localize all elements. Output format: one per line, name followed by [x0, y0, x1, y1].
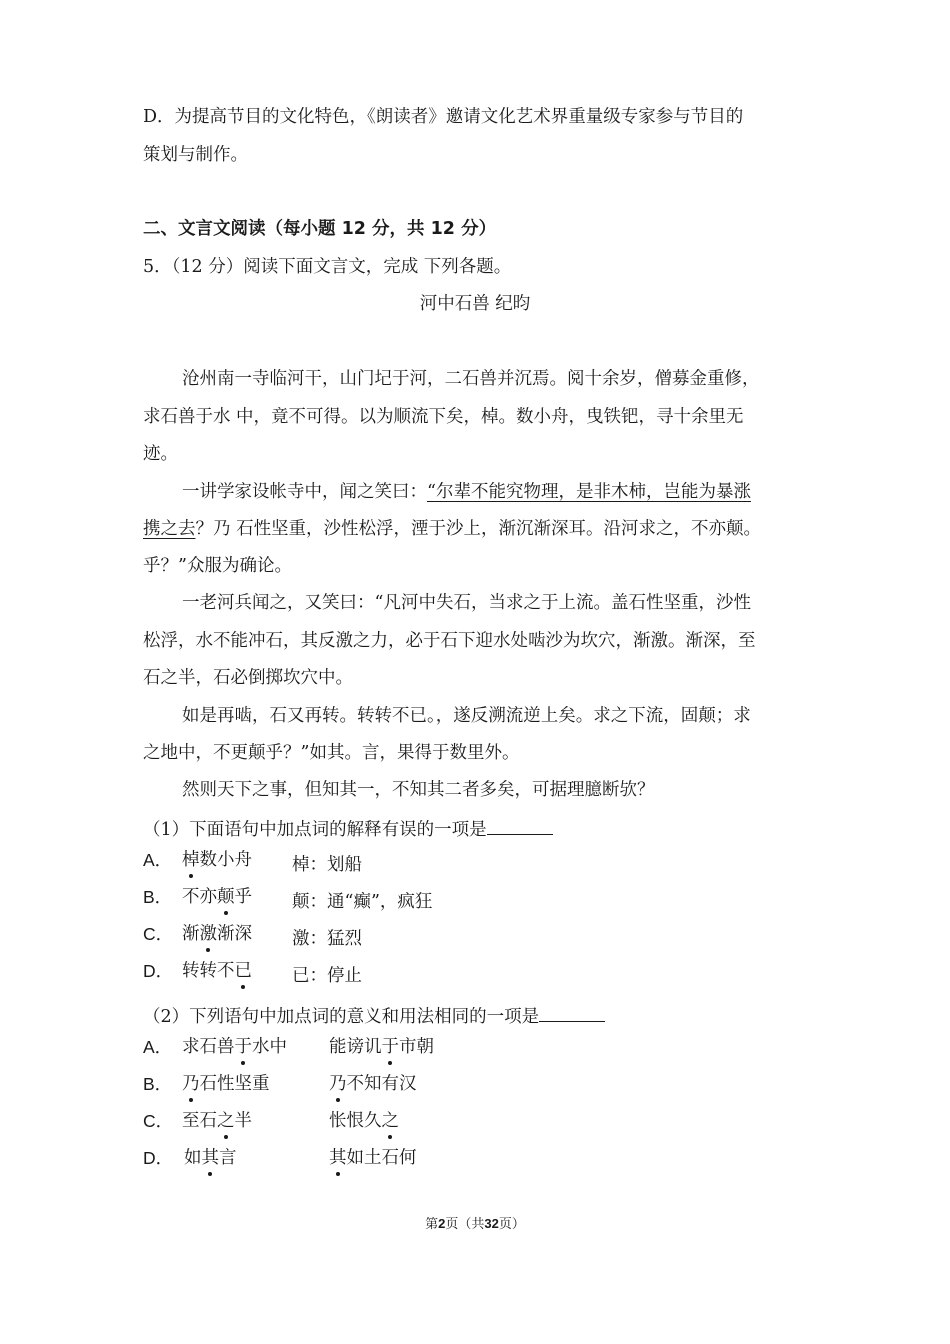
passage-line: 沧州南一寺临河干，山门圮于河，二石兽并沉焉。阅十余岁，僧募金重修，	[182, 369, 760, 389]
dotted-word: 其	[201, 1148, 219, 1168]
question-5-intro: 5．（12 分）阅读下面文言文，完成 下列各题。	[143, 257, 512, 277]
answer-blank	[539, 1003, 605, 1022]
sub1-option-b-gloss: 颠：通“癫”，疯狂	[292, 892, 433, 912]
dotted-word: 于	[381, 1037, 399, 1057]
sub2-option-d-phrase2	[329, 1146, 417, 1170]
dotted-word: 棹	[182, 850, 200, 870]
passage-line: 然则天下之事，但知其一，不知其二者多矣，可据理臆断欤？	[182, 780, 655, 800]
phrase-part: 转转不	[182, 961, 235, 981]
sub1-option-b-letter: B．	[143, 887, 173, 907]
phrase-part: 石性坚重	[199, 1074, 270, 1094]
sub1-option-d-letter: D．	[143, 961, 174, 981]
sub2-option-d-letter: D．	[143, 1148, 174, 1168]
phrase-part: 渐	[182, 924, 200, 944]
sub1-option-c-phrase	[182, 922, 252, 946]
sub1-option-a-letter: A．	[143, 850, 173, 870]
passage-line: 迹。	[143, 444, 178, 464]
footer-text: 页（共	[445, 1217, 485, 1232]
sub1-option-d-phrase	[182, 959, 252, 983]
dotted-word: 于	[234, 1037, 252, 1057]
phrase-part: 半	[234, 1111, 252, 1131]
sub2-option-c-phrase2	[329, 1109, 399, 1133]
dotted-word: 激	[199, 924, 217, 944]
passage-line: 一老河兵闻之，又笑曰：“凡河中失石，当求之于上流。盖石性坚重，沙性	[182, 593, 751, 613]
sub2-option-b-phrase2	[329, 1072, 417, 1096]
sub1-option-c-gloss: 激：猛烈	[292, 929, 362, 949]
phrase-part: 如	[184, 1148, 202, 1168]
passage-line: 求石兽于水 中，竟不可得。以为顺流下矣，棹。数小舟，曳铁钯，寻十余里无	[143, 407, 744, 427]
sub2-option-d-phrase1	[184, 1146, 237, 1170]
passage-text: 一讲学家设帐寺中，闻之笑曰：	[182, 482, 427, 502]
section-heading: 二、文言文阅读（每小题 12 分，共 12 分）	[143, 219, 497, 239]
phrase-part: 市朝	[399, 1037, 434, 1057]
dotted-word: 其	[329, 1148, 347, 1168]
phrase-part: 不亦	[182, 887, 217, 907]
page-number: 2	[438, 1216, 446, 1231]
passage-text: ？乃 石性坚重，沙性松浮，湮于沙上，渐沉渐深耳。沿河求之，不亦颠。	[195, 519, 762, 539]
phrase-part: 如土石何	[346, 1148, 417, 1168]
passage-line: 如是再啮，石又再转。转转不已。，遂反溯流逆上矣。求之下流，固颠；求	[182, 706, 751, 726]
sub2-option-b-phrase1	[182, 1072, 270, 1096]
sub1-option-a-phrase	[182, 848, 252, 872]
answer-blank	[487, 816, 553, 835]
phrase-part: 不知有汉	[346, 1074, 417, 1094]
phrase-part: 求石兽	[182, 1037, 235, 1057]
option-d-text-line2: 策划与制作。	[143, 145, 248, 165]
sub2-option-c-phrase1	[182, 1109, 252, 1133]
underlined-sentence: “尔辈不能究物理，是非木柿，岂能为暴涨	[427, 482, 751, 502]
passage-line	[182, 480, 751, 504]
phrase-part: 言	[219, 1148, 237, 1168]
passage-line	[143, 517, 761, 541]
phrase-part: 乎	[234, 887, 252, 907]
phrase-part: 渐深	[217, 924, 252, 944]
dotted-word: 之	[217, 1111, 235, 1131]
passage-line: 石之半，石必倒掷坎穴中。	[143, 668, 353, 688]
dotted-word: 已	[234, 961, 252, 981]
dotted-word: 乃	[182, 1074, 200, 1094]
dotted-word: 乃	[329, 1074, 347, 1094]
sub2-option-c-letter: C．	[143, 1111, 174, 1131]
footer-text: 页）	[498, 1217, 525, 1232]
page-total: 32	[484, 1216, 499, 1231]
passage-line: 乎？”众服为确论。	[143, 556, 292, 576]
sub-question-1-stem	[143, 816, 553, 842]
sub-question-2-stem	[143, 1003, 605, 1029]
sub2-option-a-phrase1	[182, 1035, 287, 1059]
phrase-part: 能谤讥	[329, 1037, 382, 1057]
sub1-option-a-gloss: 棹：划船	[292, 855, 362, 875]
passage-line: 之地中，不更颠乎？”如其。言，果得于数里外。	[143, 743, 520, 763]
passage-line: 松浮，水不能冲石，其反激之力，必于石下迎水处啮沙为坎穴，渐激。渐深，至	[143, 631, 756, 651]
dotted-word: 颠	[217, 887, 235, 907]
phrase-part: 怅恨久	[329, 1111, 382, 1131]
sub1-option-d-gloss: 已：停止	[292, 966, 362, 986]
option-d-text-line1: D．为提高节目的文化特色，《朗读者》邀请文化艺术界重量级专家参与节目的	[143, 107, 744, 127]
sub2-option-b-letter: B．	[143, 1074, 173, 1094]
dotted-word: 之	[381, 1111, 399, 1131]
stem-text: （1）下面语句中加点词的解释有误的一项是	[143, 820, 487, 840]
phrase-part: 数小舟	[199, 850, 252, 870]
phrase-part: 水中	[252, 1037, 287, 1057]
passage-title: 河中石兽 纪昀	[419, 294, 531, 314]
phrase-part: 至石	[182, 1111, 217, 1131]
sub1-option-b-phrase	[182, 885, 252, 909]
sub2-option-a-letter: A．	[143, 1037, 173, 1057]
footer-text: 第	[425, 1217, 439, 1232]
page-footer	[0, 1215, 950, 1234]
stem-text: （2）下列语句中加点词的意义和用法相同的一项是	[143, 1007, 540, 1027]
sub1-option-c-letter: C．	[143, 924, 174, 944]
sub2-option-a-phrase2	[329, 1035, 434, 1059]
underlined-sentence: 携之去	[143, 519, 196, 539]
